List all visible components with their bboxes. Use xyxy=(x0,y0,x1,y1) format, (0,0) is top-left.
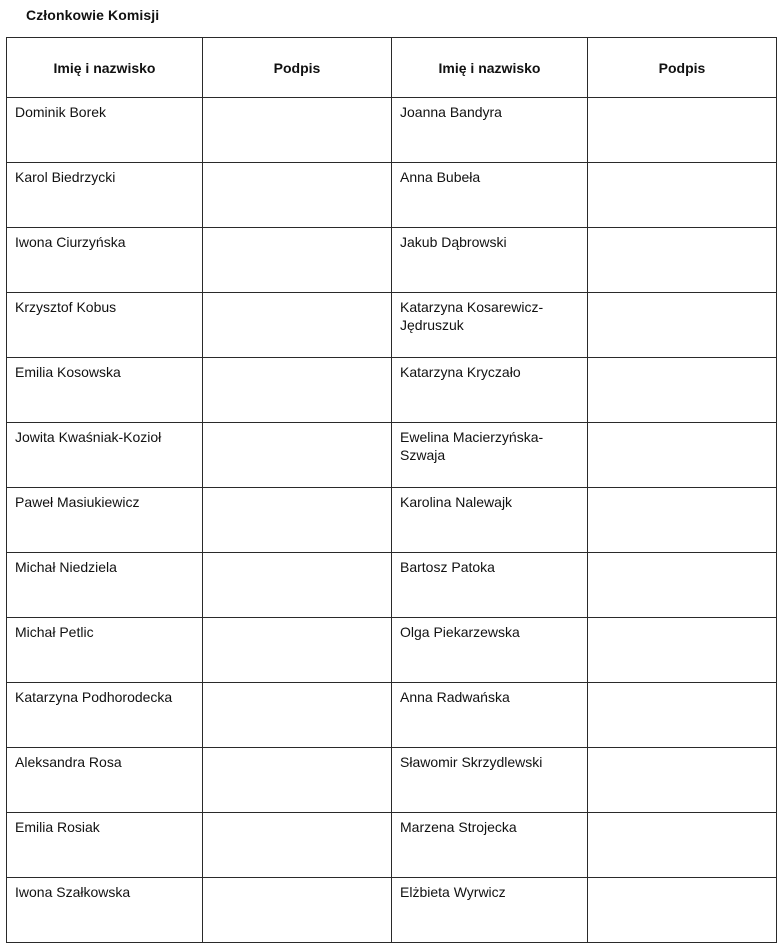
table-body xyxy=(7,98,777,943)
signature-cell-right xyxy=(588,98,777,163)
signature-cell-right xyxy=(588,358,777,423)
member-name-right: Marzena Strojecka xyxy=(392,813,588,878)
signature-cell-left xyxy=(203,293,392,358)
signature-cell-left xyxy=(203,683,392,748)
signature-cell-left xyxy=(203,553,392,618)
signature-cell-right xyxy=(588,618,777,683)
signature-cell-right xyxy=(588,878,777,943)
member-name-right: Olga Piekarzewska xyxy=(392,618,588,683)
table-row xyxy=(7,618,777,683)
member-name-left: Paweł Masiukiewicz xyxy=(7,488,203,553)
member-name-right: Karolina Nalewajk xyxy=(392,488,588,553)
member-name-right: Sławomir Skrzydlewski xyxy=(392,748,588,813)
table-row xyxy=(7,488,777,553)
signature-cell-left xyxy=(203,228,392,293)
members-table xyxy=(6,37,777,943)
table-header-row xyxy=(7,38,777,98)
signature-cell-right xyxy=(588,553,777,618)
member-name-right: Katarzyna Kryczało xyxy=(392,358,588,423)
signature-cell-left xyxy=(203,488,392,553)
member-name-left: Krzysztof Kobus xyxy=(7,293,203,358)
signature-cell-right xyxy=(588,293,777,358)
signature-cell-left xyxy=(203,423,392,488)
signature-cell-left xyxy=(203,813,392,878)
signature-cell-left xyxy=(203,163,392,228)
table-row xyxy=(7,293,777,358)
member-name-left: Michał Petlic xyxy=(7,618,203,683)
signature-cell-right xyxy=(588,683,777,748)
member-name-left: Iwona Ciurzyńska xyxy=(7,228,203,293)
signature-cell-left xyxy=(203,358,392,423)
member-name-right: Ewelina Macierzyńska-Szwaja xyxy=(392,423,588,488)
member-name-left: Karol Biedrzycki xyxy=(7,163,203,228)
member-name-left: Jowita Kwaśniak-Kozioł xyxy=(7,423,203,488)
member-name-right: Elżbieta Wyrwicz xyxy=(392,878,588,943)
header-name-right: Imię i nazwisko xyxy=(392,38,588,98)
header-signature-right: Podpis xyxy=(588,38,777,98)
table-row xyxy=(7,878,777,943)
member-name-left: Katarzyna Podhorodecka xyxy=(7,683,203,748)
signature-cell-left xyxy=(203,748,392,813)
member-name-right: Anna Radwańska xyxy=(392,683,588,748)
table-row xyxy=(7,358,777,423)
member-name-left: Emilia Rosiak xyxy=(7,813,203,878)
table-row xyxy=(7,228,777,293)
table-row xyxy=(7,748,777,813)
member-name-right: Joanna Bandyra xyxy=(392,98,588,163)
member-name-right: Katarzyna Kosarewicz-Jędruszuk xyxy=(392,293,588,358)
signature-cell-right xyxy=(588,228,777,293)
member-name-left: Iwona Szałkowska xyxy=(7,878,203,943)
signature-cell-right xyxy=(588,748,777,813)
table-row xyxy=(7,553,777,618)
member-name-right: Anna Bubeła xyxy=(392,163,588,228)
signature-cell-left xyxy=(203,98,392,163)
member-name-left: Aleksandra Rosa xyxy=(7,748,203,813)
table-row xyxy=(7,423,777,488)
table-row xyxy=(7,163,777,228)
signature-cell-right xyxy=(588,423,777,488)
member-name-left: Michał Niedziela xyxy=(7,553,203,618)
page-title: Członkowie Komisji xyxy=(26,7,160,23)
member-name-left: Emilia Kosowska xyxy=(7,358,203,423)
member-name-right: Bartosz Patoka xyxy=(392,553,588,618)
table-row xyxy=(7,683,777,748)
signature-cell-left xyxy=(203,878,392,943)
signature-cell-right xyxy=(588,163,777,228)
header-name-left: Imię i nazwisko xyxy=(7,38,203,98)
member-name-right: Jakub Dąbrowski xyxy=(392,228,588,293)
signature-cell-left xyxy=(203,618,392,683)
table-row xyxy=(7,813,777,878)
member-name-left: Dominik Borek xyxy=(7,98,203,163)
table-row xyxy=(7,98,777,163)
signature-cell-right xyxy=(588,813,777,878)
header-signature-left: Podpis xyxy=(203,38,392,98)
signature-cell-right xyxy=(588,488,777,553)
